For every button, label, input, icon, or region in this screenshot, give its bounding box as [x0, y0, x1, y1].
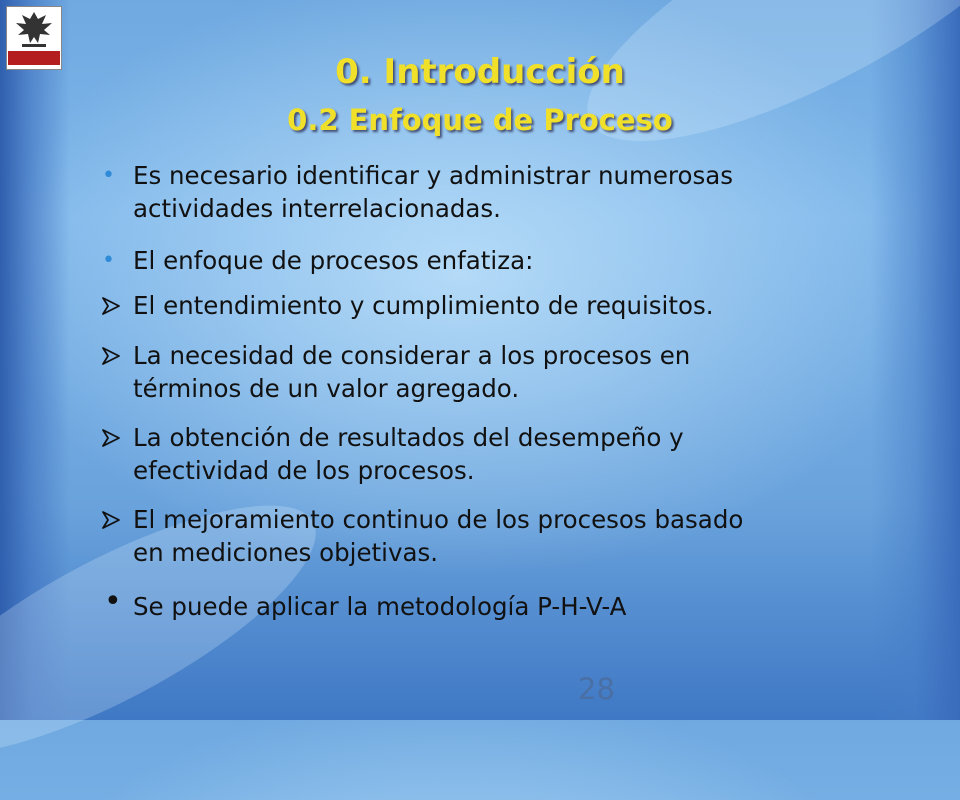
list-item: El enfoque de procesos enfatiza: [133, 246, 534, 275]
list-item: Es necesario identificar y administrar numerosas actividades interrelacionadas. [133, 161, 733, 223]
eagle-emblem-icon [12, 9, 56, 49]
list-item: La obtención de resultados del desempeño y efectividad de los procesos. [133, 423, 684, 485]
bullet-dot-icon: • [102, 248, 115, 273]
page-number: 28 [578, 672, 615, 706]
bullet-dot-icon: • [102, 163, 115, 188]
list-item: El mejoramiento continuo de los procesos basado en mediciones objetivas. [133, 505, 744, 567]
list-item: Se puede aplicar la metodología P-H-V-A [133, 592, 627, 621]
arrow-bullet-icon [101, 510, 121, 530]
bullet-dot-icon: • [104, 584, 122, 619]
list-item: La necesidad de considerar a los procesos en términos de un valor agregado. [133, 341, 691, 403]
arrow-bullet-icon [101, 428, 121, 448]
slide-subtitle: 0.2 Enfoque de Proceso [287, 103, 673, 137]
arrow-bullet-icon [101, 346, 121, 366]
slide-title: 0. Introducción [335, 52, 625, 92]
arrow-bullet-icon [101, 296, 121, 316]
list-item: El entendimiento y cumplimiento de requisitos. [133, 291, 714, 320]
